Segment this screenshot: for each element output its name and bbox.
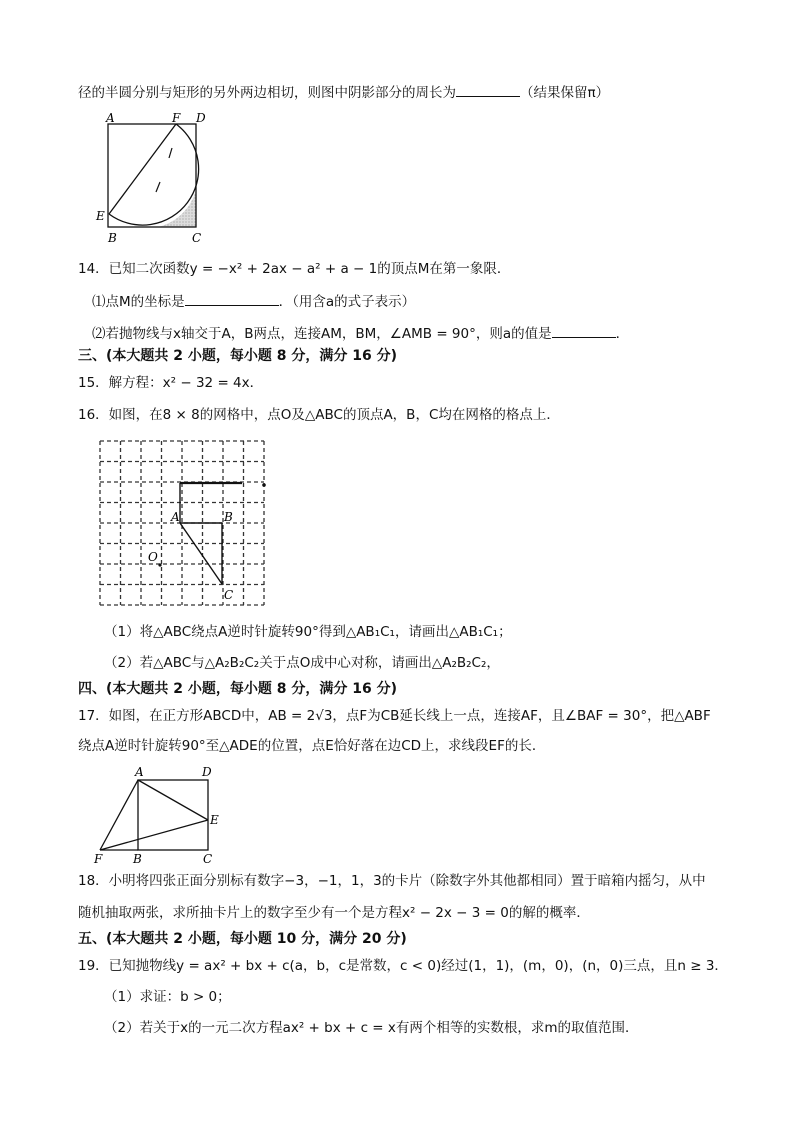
q18-line2: 随机抽取两张，求所抽卡片上的数字至少有一个是方程x² − 2x − 3 = 0的解的概率．	[78, 905, 590, 921]
q18-line1: 18．小明将四张正面分别标有数字−3，−1，1，3的卡片（除数字外其他都相同）置于暗箱内摇匀，从中	[78, 873, 706, 889]
figure-q16-grid	[92, 435, 277, 613]
square-abcd	[138, 780, 208, 850]
q13-tail-line	[78, 82, 609, 103]
q13-suffix: （结果保留π）	[520, 85, 610, 101]
label-c: C	[192, 231, 202, 245]
label-d: D	[202, 765, 212, 779]
q13-tail-text: 径的半圆分别与矩形的另外两边相切，则图中阴影部分的周长为	[78, 85, 456, 101]
q16-stem: 16．如图，在8 × 8的网格中，点O及△ABC的顶点A，B，C均在网格的格点上．	[78, 407, 560, 423]
q14-p2-suffix: ．	[615, 326, 630, 342]
q14-p2-text: ⑵若抛物线与x轴交于A，B两点，连接AM，BM，∠AMB = 90°，则a的值是	[92, 326, 552, 342]
rectangle-abcd	[108, 124, 196, 227]
q14-part2	[92, 323, 629, 344]
side-ac	[180, 523, 222, 584]
q14-p1-blank[interactable]	[185, 291, 279, 306]
q16-part1: （1）将△ABC绕点A逆时针旋转90°得到△AB₁C₁，请画出△AB₁C₁；	[104, 624, 512, 640]
section-3-header: 三、(本大题共 2 小题，每小题 8 分，满分 16 分)	[78, 348, 398, 364]
diameter-ef	[109, 124, 176, 214]
label-d: D	[196, 111, 206, 125]
tick-mark-2	[156, 182, 160, 192]
q19-part1: （1）求证：b > 0；	[104, 989, 231, 1005]
q13-answer-blank[interactable]	[456, 82, 520, 97]
label-c: C	[224, 588, 234, 602]
q14-p1-suffix: ．（用含a的式子表示）	[278, 294, 416, 310]
q16-part2: （2）若△ABC与△A₂B₂C₂关于点O成中心对称，请画出△A₂B₂C₂，	[104, 655, 500, 671]
figure-q17	[90, 764, 220, 866]
point-o	[158, 563, 161, 566]
section-4-header: 四、(本大题共 2 小题，每小题 8 分，满分 16 分)	[78, 681, 398, 697]
segment-ae	[138, 780, 208, 820]
label-a: A	[135, 765, 144, 779]
q14-stem: 14．已知二次函数y = −x² + 2ax − a² + a − 1的顶点M在第一象限．	[78, 261, 511, 277]
q17-line1: 17．如图，在正方形ABCD中，AB = 2√3，点F为CB延长线上一点，连接AF，且∠BAF = 30°，把△ABF	[78, 708, 711, 724]
label-a: A	[171, 510, 180, 524]
q14-part1	[92, 291, 415, 312]
semicircle-arc	[109, 124, 199, 225]
segment-ef	[100, 820, 208, 850]
segment-af	[100, 780, 138, 850]
q19-stem: 19．已知抛物线y = ax² + bx + c(a，b，c是常数，c < 0)经过(1，1)，(m，0)，(n，0)三点，且n ≥ 3．	[78, 958, 728, 974]
label-c: C	[203, 852, 213, 866]
label-b: B	[224, 510, 233, 524]
label-e: E	[96, 209, 105, 223]
q19-part2: （2）若关于x的一元二次方程ax² + bx + c = x有两个相等的实数根，求m的取值范围．	[104, 1020, 639, 1036]
label-f: F	[172, 111, 181, 125]
tick-mark-1	[169, 148, 172, 158]
figure-q13	[92, 110, 222, 248]
q15: 15．解方程：x² − 32 = 4x．	[78, 375, 264, 391]
section-5-header: 五、(本大题共 2 小题，每小题 10 分，满分 20 分)	[78, 931, 407, 947]
label-a: A	[106, 111, 115, 125]
label-b: B	[133, 852, 142, 866]
q14-p1-text: ⑴点M的坐标是	[92, 294, 185, 310]
label-e: E	[210, 813, 219, 827]
q14-p2-blank[interactable]	[552, 323, 616, 338]
point-end	[262, 483, 266, 487]
label-o: O	[148, 550, 158, 564]
label-b: B	[108, 231, 117, 245]
q17-line2: 绕点A逆时针旋转90°至△ADE的位置，点E恰好落在边CD上，求线段EF的长．	[78, 738, 546, 754]
label-f: F	[94, 852, 103, 866]
